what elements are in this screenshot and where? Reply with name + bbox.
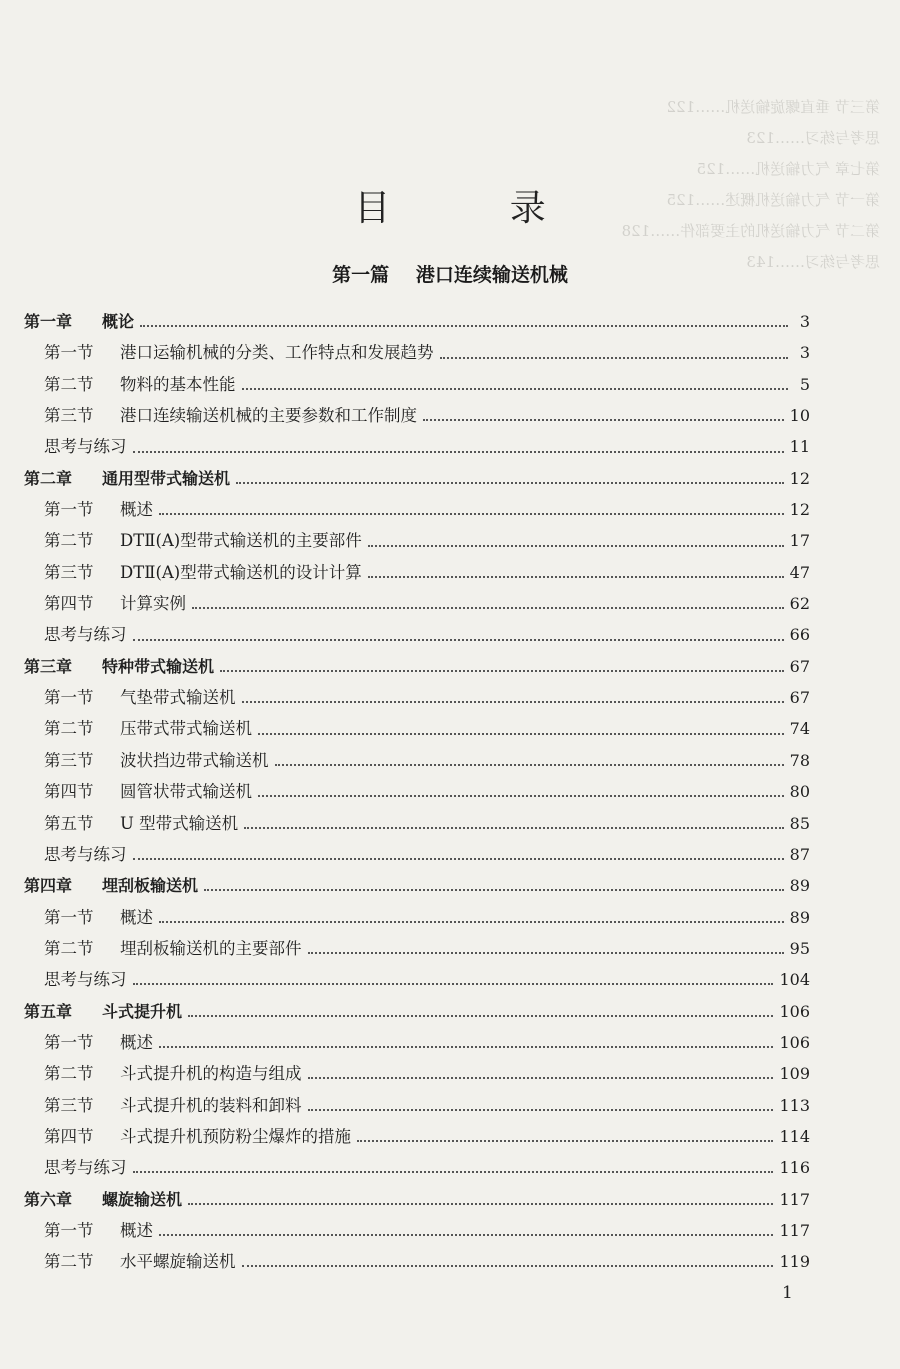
toc-chapter-row — [24, 306, 810, 337]
toc-section-row — [24, 839, 810, 870]
toc-entry-page: 113 — [779, 1095, 810, 1115]
dot-leader — [308, 1108, 774, 1111]
toc-entry-title: 概述 — [120, 907, 153, 927]
toc-entry-title: 港口连续输送机械的主要参数和工作制度 — [120, 406, 417, 426]
toc-section-row — [24, 1246, 810, 1277]
toc-section-row — [24, 557, 810, 588]
dot-leader — [258, 732, 784, 735]
dot-leader — [357, 1139, 773, 1142]
dot-leader — [423, 418, 784, 421]
part-heading — [0, 260, 900, 287]
dot-leader — [133, 450, 784, 453]
dot-leader — [242, 387, 789, 390]
bleed-through-line: 第三节 垂直螺旋输送机……122 — [666, 98, 880, 116]
dot-leader — [140, 324, 788, 327]
toc-entry-label: 第一节 — [44, 343, 94, 363]
toc-entry-title: 压带式带式输送机 — [120, 719, 252, 739]
toc-entry-page: 67 — [789, 656, 810, 676]
toc-section-row — [24, 1090, 810, 1121]
toc-entry-label: 第三节 — [44, 406, 94, 426]
dot-leader — [188, 1014, 773, 1017]
toc-entry-title: 思考与练习 — [44, 970, 127, 990]
toc-entry-label: 第一节 — [44, 1220, 94, 1240]
toc-section-row — [24, 525, 810, 556]
toc-entry-title: 港口运输机械的分类、工作特点和发展趋势 — [120, 343, 434, 363]
toc-entry-page: 5 — [799, 374, 810, 394]
toc-entry-page: 11 — [789, 437, 810, 457]
dot-leader — [440, 356, 789, 359]
toc-section-row — [24, 902, 810, 933]
bleed-through-line: 第一节 气力输送机概述……125 — [666, 191, 880, 209]
toc-entry-page: 104 — [779, 970, 810, 990]
toc-entry-label: 第五章 — [24, 1001, 73, 1021]
toc-entry-label: 第四节 — [44, 782, 94, 802]
toc-entry-title: 思考与练习 — [44, 625, 127, 645]
toc-entry-label: 第四章 — [24, 876, 73, 896]
toc-entry-label: 第二章 — [24, 468, 73, 488]
toc-entry-page: 66 — [789, 625, 810, 645]
toc-entry-title: 埋刮板输送机的主要部件 — [120, 938, 302, 958]
toc-entry-title: 概论 — [102, 312, 135, 331]
toc-entry-title: 物料的基本性能 — [120, 374, 236, 394]
toc-entry-label: 第一节 — [44, 688, 94, 708]
toc-entry-title: 水平螺旋输送机 — [120, 1252, 236, 1272]
toc-entry-page: 109 — [779, 1064, 810, 1084]
toc-entry-page: 85 — [789, 813, 810, 833]
toc-entry-title: 斗式提升机的构造与组成 — [120, 1064, 302, 1084]
toc-entry-title: 思考与练习 — [44, 844, 127, 864]
toc-section-row — [24, 369, 810, 400]
toc-entry-page: 95 — [789, 938, 810, 958]
toc-entry-label: 第三节 — [44, 562, 94, 582]
toc-chapter-row — [24, 870, 810, 901]
dot-leader — [133, 638, 784, 641]
toc-entry-title: 概述 — [120, 1220, 153, 1240]
toc-entry-label: 第二节 — [44, 531, 94, 551]
dot-leader — [244, 826, 783, 829]
toc-entry-label: 第一章 — [24, 312, 73, 331]
dot-leader — [159, 1045, 773, 1048]
toc-entry-page: 74 — [789, 719, 810, 739]
toc-entry-label: 第四节 — [44, 1126, 94, 1146]
toc-entry-page: 12 — [789, 468, 810, 488]
dot-leader — [133, 982, 774, 985]
toc-entry-page: 78 — [789, 750, 810, 770]
toc-entry-page: 106 — [779, 1001, 810, 1021]
dot-leader — [258, 794, 784, 797]
toc-entry-page: 12 — [789, 500, 810, 520]
toc-section-row — [24, 431, 810, 462]
toc-entry-page: 114 — [779, 1126, 810, 1146]
toc-section-row — [24, 682, 810, 713]
toc-section-row — [24, 588, 810, 619]
toc-section-row — [24, 1215, 810, 1246]
toc-entry-title: 概述 — [120, 1032, 153, 1052]
toc-entry-label: 第二节 — [44, 938, 94, 958]
toc-entry-title: 斗式提升机的装料和卸料 — [120, 1095, 302, 1115]
toc-entry-title: 螺旋输送机 — [102, 1189, 183, 1209]
toc-chapter-row — [24, 1184, 810, 1215]
toc-entry-page: 62 — [789, 594, 810, 614]
bleed-through-line: 第七章 气力输送机……125 — [696, 160, 880, 178]
toc-entry-label: 第一节 — [44, 1032, 94, 1052]
toc-entry-title: 通用型带式输送机 — [102, 468, 231, 488]
toc-entry-page: 119 — [779, 1252, 810, 1272]
toc-entry-page: 117 — [779, 1220, 810, 1240]
dot-leader — [133, 1170, 774, 1173]
toc-section-row — [24, 337, 810, 368]
toc-entry-page: 67 — [789, 688, 810, 708]
toc-section-row — [24, 933, 810, 964]
bleed-through-line: 思考与练习……123 — [746, 129, 880, 147]
dot-leader — [204, 888, 784, 891]
toc-entry-page: 17 — [789, 531, 810, 551]
toc-section-row — [24, 745, 810, 776]
dot-leader — [242, 1264, 774, 1267]
dot-leader — [368, 544, 784, 547]
toc-chapter-row — [24, 463, 810, 494]
dot-leader — [159, 920, 784, 923]
dot-leader — [308, 951, 784, 954]
toc-section-row — [24, 494, 810, 525]
toc-section-row — [24, 400, 810, 431]
toc-entry-page: 10 — [789, 406, 810, 426]
toc-entry-title: 概述 — [120, 500, 153, 520]
toc-section-row — [24, 1058, 810, 1089]
toc-entry-label: 第三节 — [44, 1095, 94, 1115]
toc-entry-label: 第二节 — [44, 374, 94, 394]
dot-leader — [133, 857, 784, 860]
toc-entry-page: 106 — [779, 1032, 810, 1052]
toc-entry-title: 气垫带式输送机 — [120, 688, 236, 708]
toc-section-row — [24, 776, 810, 807]
toc-entry-page: 117 — [779, 1189, 810, 1209]
part-label: 第一篇 — [332, 264, 390, 286]
toc-entry-label: 第二节 — [44, 719, 94, 739]
toc-entry-page: 3 — [799, 312, 810, 331]
toc-entry-label: 第二节 — [44, 1064, 94, 1084]
table-of-contents — [24, 306, 810, 1278]
dot-leader — [308, 1076, 774, 1079]
toc-entry-title: U 型带式输送机 — [120, 813, 239, 833]
dot-leader — [242, 700, 784, 703]
toc-entry-page: 3 — [799, 343, 810, 363]
toc-entry-label: 第四节 — [44, 594, 94, 614]
toc-chapter-row — [24, 651, 810, 682]
toc-section-row — [24, 808, 810, 839]
part-name: 港口连续输送机械 — [415, 264, 568, 286]
toc-entry-title: 思考与练习 — [44, 437, 127, 457]
toc-entry-page: 80 — [789, 782, 810, 802]
toc-entry-title: 斗式提升机 — [102, 1001, 183, 1021]
dot-leader — [236, 481, 784, 484]
toc-entry-label: 第三章 — [24, 656, 73, 676]
toc-entry-title: 波状挡边带式输送机 — [120, 750, 269, 770]
toc-entry-page: 116 — [779, 1158, 810, 1178]
toc-entry-title: 计算实例 — [120, 594, 186, 614]
toc-section-row — [24, 1152, 810, 1183]
dot-leader — [275, 763, 784, 766]
toc-entry-label: 第三节 — [44, 750, 94, 770]
toc-entry-label: 第二节 — [44, 1252, 94, 1272]
toc-entry-title: DTⅡ(A)型带式输送机的主要部件 — [120, 531, 362, 551]
toc-entry-title: 埋刮板输送机 — [102, 876, 199, 896]
toc-entry-label: 第一节 — [44, 907, 94, 927]
page-number: 1 — [782, 1283, 793, 1303]
dot-leader — [159, 512, 784, 515]
bleed-through-line: 思考与练习……143 — [746, 253, 880, 271]
toc-section-row — [24, 964, 810, 995]
dot-leader — [159, 1233, 773, 1236]
toc-entry-title: DTⅡ(A)型带式输送机的设计计算 — [120, 562, 362, 582]
dot-leader — [192, 606, 784, 609]
toc-entry-page: 47 — [789, 562, 810, 582]
toc-entry-title: 圆管状带式输送机 — [120, 782, 252, 802]
dot-leader — [368, 575, 784, 578]
toc-entry-label: 第五节 — [44, 813, 94, 833]
toc-entry-page: 89 — [789, 876, 810, 896]
toc-entry-page: 89 — [789, 907, 810, 927]
toc-entry-title: 特种带式输送机 — [102, 656, 215, 676]
dot-leader — [188, 1202, 773, 1205]
dot-leader — [220, 669, 784, 672]
toc-entry-title: 思考与练习 — [44, 1158, 127, 1178]
toc-chapter-row — [24, 996, 810, 1027]
toc-section-row — [24, 1121, 810, 1152]
toc-entry-label: 第六章 — [24, 1189, 73, 1209]
toc-section-row — [24, 713, 810, 744]
toc-entry-page: 87 — [789, 844, 810, 864]
page-title: 目 录 — [354, 188, 600, 229]
toc-section-row — [24, 619, 810, 650]
toc-section-row — [24, 1027, 810, 1058]
bleed-through-line: 第二节 气力输送机的主要部件……128 — [621, 222, 880, 240]
toc-entry-label: 第一节 — [44, 500, 94, 520]
toc-entry-title: 斗式提升机预防粉尘爆炸的措施 — [120, 1126, 351, 1146]
